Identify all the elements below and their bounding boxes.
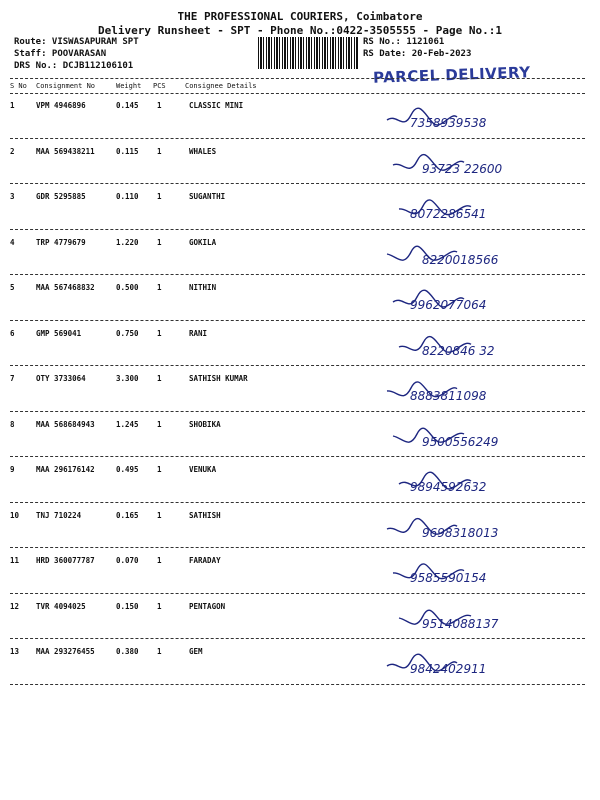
cell-pcs: 1: [157, 647, 162, 656]
cell-consignee: GEM: [189, 647, 203, 656]
handwritten-phone: 8072286541: [410, 207, 487, 221]
row-divider: [10, 593, 585, 594]
row-divider: [10, 547, 585, 548]
row-divider: [10, 274, 585, 275]
cell-consignee: SUGANTHI: [189, 192, 226, 201]
handwritten-phone: 9894592632: [410, 480, 487, 494]
cell-weight: 0.115: [116, 146, 139, 156]
row-divider: [10, 502, 585, 503]
cell-pcs: 1: [157, 374, 162, 383]
company-title: THE PROFESSIONAL COURIERS, Coimbatore: [177, 10, 423, 23]
cell-sno: 8: [10, 419, 15, 429]
cell-pcs: 1: [157, 510, 162, 520]
cell-weight: 0.110: [116, 192, 139, 201]
cell-consignment: MAA 293276455: [36, 647, 95, 656]
row-divider: [10, 320, 585, 321]
cell-consignee: RANI: [189, 328, 208, 338]
cell-consignee: GOKILA: [189, 237, 217, 247]
cell-weight: 1.220: [116, 237, 139, 247]
cell-sno: 3: [10, 192, 15, 201]
cell-pcs: 1: [157, 328, 162, 338]
cell-sno: 7: [10, 374, 15, 383]
handwritten-phone: 9962077064: [410, 298, 487, 312]
handwritten-phone: 9842402911: [410, 662, 487, 676]
cell-sno: 4: [10, 237, 15, 247]
drs-number: DRS No.: DCJB112106101: [14, 61, 134, 71]
cell-weight: 0.380: [116, 647, 139, 656]
cell-consignment: TVR 4094025: [36, 601, 86, 611]
rs-number: RS No.: 1121061: [363, 37, 445, 47]
staff-label: Staff: POOVARASAN: [14, 49, 107, 59]
cell-pcs: 1: [157, 237, 162, 247]
cell-weight: 0.145: [116, 101, 139, 110]
cell-pcs: 1: [157, 283, 162, 292]
row-divider: [10, 229, 585, 230]
cell-pcs: 1: [157, 556, 162, 565]
cell-consignee: FARADAY: [189, 556, 221, 565]
cell-consignment: VPM 4946896: [36, 101, 86, 110]
cell-pcs: 1: [157, 465, 162, 474]
cell-consignment: MAA 296176142: [36, 465, 95, 474]
handwritten-phone: 8883811098: [410, 389, 487, 403]
cell-weight: 0.495: [116, 465, 139, 474]
row-divider: [10, 684, 585, 685]
cell-weight: 0.165: [116, 510, 139, 520]
cell-weight: 1.245: [116, 419, 139, 429]
cell-weight: 3.300: [116, 374, 139, 383]
handwritten-phone: 7358939538: [410, 116, 487, 130]
cell-consignee: PENTAGON: [189, 601, 226, 611]
cell-weight: 0.500: [116, 283, 139, 292]
runsheet-subtitle: Delivery Runsheet - SPT - Phone No.:0422-3505555 - Page No.:1: [98, 24, 502, 37]
cell-pcs: 1: [157, 146, 162, 156]
cell-pcs: 1: [157, 192, 162, 201]
cell-sno: 5: [10, 283, 15, 292]
row-divider: [10, 456, 585, 457]
header-divider: [10, 78, 585, 79]
cell-consignee: SATHISH KUMAR: [189, 374, 248, 383]
cell-consignee: NITHIN: [189, 283, 217, 292]
row-divider: [10, 365, 585, 366]
handwritten-phone: 9500556249: [422, 434, 499, 449]
cell-consignment: GDR 5295885: [36, 192, 86, 201]
cell-consignment: TRP 4779679: [36, 237, 86, 247]
rs-date: RS Date: 20-Feb-2023: [363, 49, 472, 59]
row-divider: [10, 411, 585, 412]
cell-sno: 12: [10, 601, 20, 611]
cell-consignee: SHOBIKA: [189, 419, 221, 429]
cell-sno: 13: [10, 647, 20, 656]
route-label: Route: VISWASAPURAM SPT: [14, 37, 139, 47]
col-weight: Weight: [116, 82, 142, 90]
cell-weight: 0.150: [116, 601, 139, 611]
handwritten-phone: 8220018566: [422, 252, 499, 267]
cell-weight: 0.070: [116, 556, 139, 565]
cell-pcs: 1: [157, 601, 162, 611]
cell-sno: 11: [10, 556, 20, 565]
row-divider: [10, 183, 585, 184]
cell-pcs: 1: [157, 419, 162, 429]
col-sno: S No: [10, 82, 27, 90]
cell-sno: 2: [10, 146, 15, 156]
cell-consignment: MAA 567468832: [36, 283, 95, 292]
cell-sno: 10: [10, 510, 20, 520]
handwritten-phone: 9514088137: [422, 616, 499, 631]
col-consignment: Consignment No: [36, 82, 96, 90]
cell-consignment: HRD 360077787: [36, 556, 95, 565]
cell-consignee: WHALES: [189, 146, 217, 156]
cell-consignment: MAA 568684943: [36, 419, 95, 429]
cell-consignee: SATHISH: [189, 510, 221, 520]
handwritten-phone: 93723 22600: [422, 161, 503, 176]
parcel-delivery-stamp: PARCEL DELIVERY: [372, 63, 531, 87]
cell-sno: 1: [10, 101, 15, 110]
cell-consignment: MAA 569438211: [36, 146, 95, 156]
cell-consignee: CLASSIC MINI: [189, 101, 244, 110]
cell-pcs: 1: [157, 101, 162, 110]
handwritten-phone: 9585590154: [410, 571, 487, 585]
col-pcs: PCS: [153, 82, 166, 90]
cell-consignment: OTY 3733064: [36, 374, 86, 383]
cell-sno: 6: [10, 328, 15, 338]
cell-weight: 0.750: [116, 328, 139, 338]
cell-consignee: VENUKA: [189, 465, 217, 474]
barcode: [258, 37, 358, 69]
row-divider: [10, 638, 585, 639]
cell-sno: 9: [10, 465, 15, 474]
col-consignee: Consignee Details: [185, 82, 257, 90]
row-divider: [10, 138, 585, 139]
cell-consignment: GMP 569041: [36, 328, 82, 338]
handwritten-phone: 8220846 32: [422, 343, 495, 358]
column-divider: [10, 93, 585, 94]
handwritten-phone: 9698318013: [422, 525, 499, 540]
cell-consignment: TNJ 710224: [36, 510, 82, 520]
